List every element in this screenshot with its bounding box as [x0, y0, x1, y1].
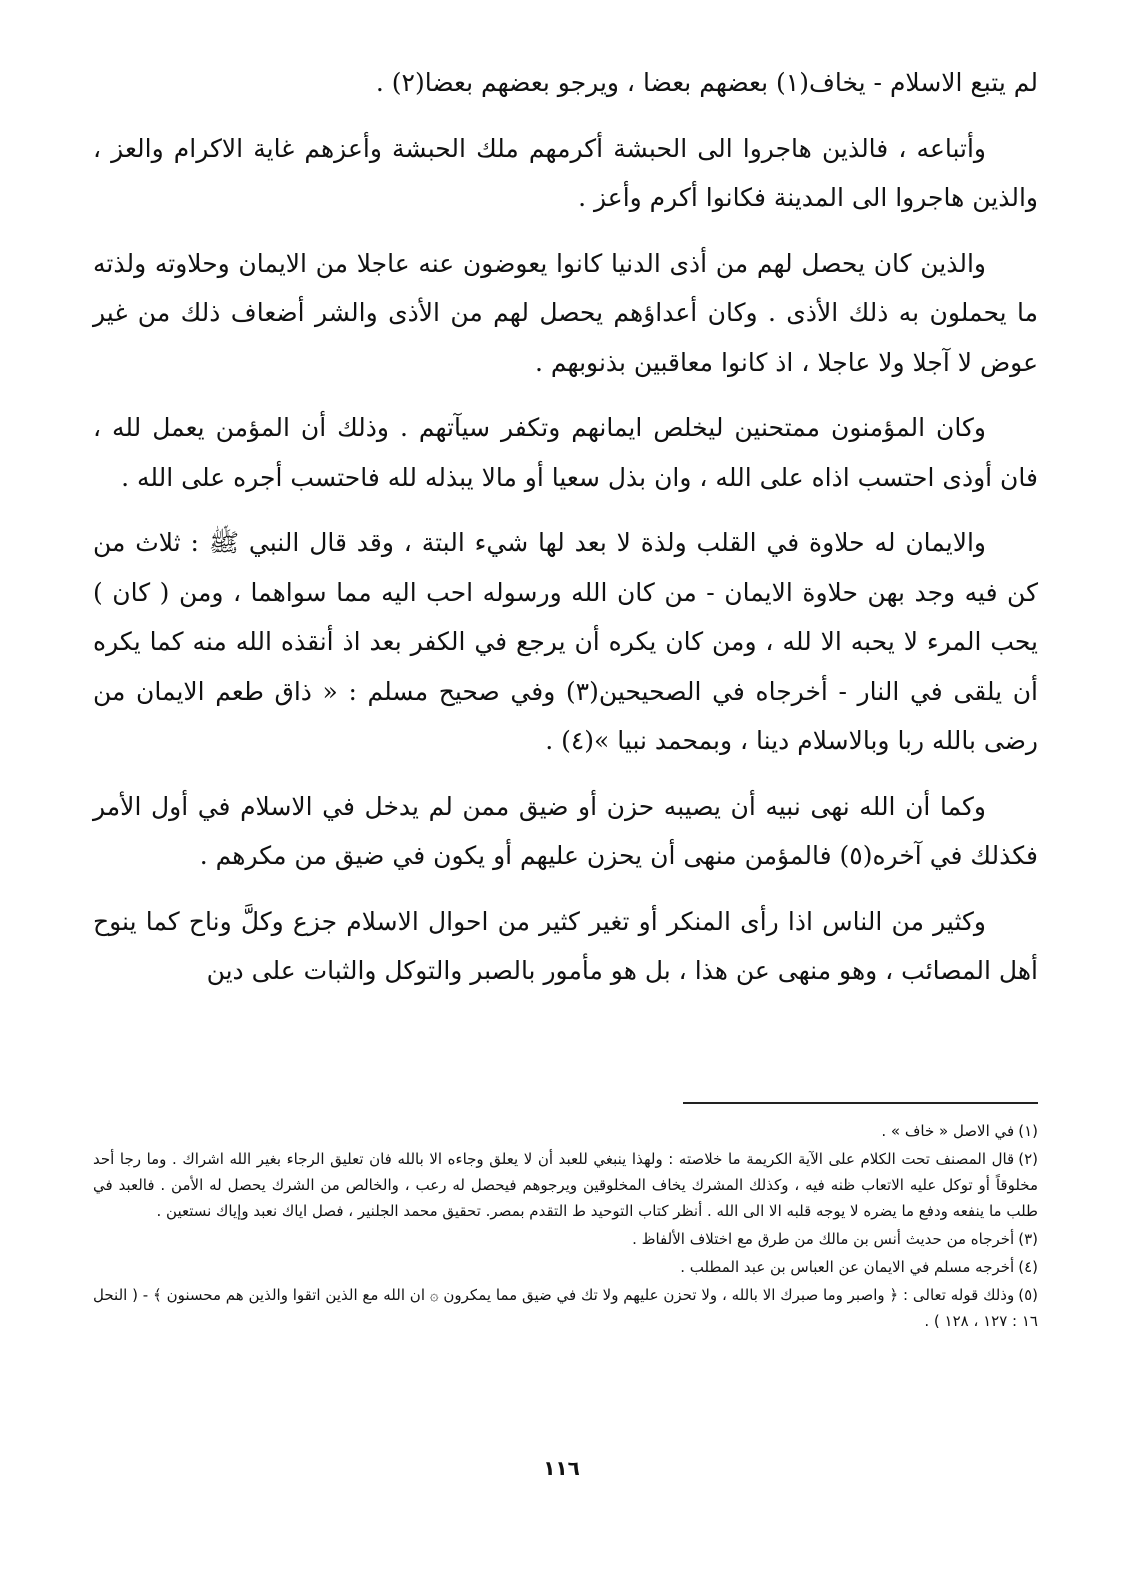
- footnote-number: (١): [1018, 1122, 1038, 1140]
- page-number: ١١٦: [543, 1456, 580, 1480]
- paragraph-grief-prohibited: وكما أن الله نهى نبيه أن يصيبه حزن أو ضيق ممن لم يدخل في الاسلام في أول الأمر فكذلك في آخره(٥) فالمؤمن منهى أن يحزن عليهم أو يكون في ضيق من مكرهم .: [93, 791, 1038, 870]
- paragraph-abyssinia-migration: وأتباعه ، فالذين هاجروا الى الحبشة أكرمهم ملك الحبشة وأعزهم غاية الاكرام والعز ، والذين هاجروا الى المدينة فكانوا أكرم وأعز .: [93, 133, 1038, 212]
- paragraph-continuation: لم يتبع الاسلام - يخاف(١) بعضهم بعضا ، ويرجو بعضهم بعضا(٢) .: [375, 68, 1038, 97]
- footnote-item: [93, 1282, 1038, 1334]
- footnote-text: وذلك قوله تعالى : ﴿ واصبر وما صبرك الا بالله ، ولا تحزن عليهم ولا تك في ضيق مما يمكرون ۞ ان الله مع الذين اتقوا والذين هم محسنون ﴾ - ( النحل ١٦ : ١٢٧ ، ١٢٨ ) .: [93, 1286, 1038, 1330]
- footnote-separator: [683, 1102, 1038, 1104]
- footnote-text: أخرجاه من حديث أنس بن مالك من طرق مع اختلاف الألفاظ .: [632, 1230, 1015, 1248]
- paragraph-patience: وكثير من الناس اذا رأى المنكر أو تغير كثير من احوال الاسلام جزع وكلَّ وناح كما ينوح أهل المصائب ، وهو منهى عن هذا ، بل هو مأمور بالصبر والتوكل والثبات على دين: [93, 906, 1038, 985]
- footnote-item: [93, 1118, 1038, 1144]
- paragraph-believers-tested: وكان المؤمنون ممتحنين ليخلص ايمانهم وتكفر سيآتهم . وذلك أن المؤمن يعمل لله ، فان أوذى احتسب اذاه على الله ، وان بذل سعيا أو مالا يبذله لله فاحتسب أجره على الله .: [93, 413, 1038, 492]
- footnotes: [93, 1118, 1038, 1336]
- footnote-item: [93, 1226, 1038, 1252]
- footnote-item: [93, 1254, 1038, 1280]
- footnote-number: (٣): [1018, 1230, 1038, 1248]
- footnote-number: (٥): [1018, 1286, 1038, 1304]
- paragraph-worldly-harm: والذين كان يحصل لهم من أذى الدنيا كانوا يعوضون عنه عاجلا من الايمان وحلاوته ولذته ما يحملون به ذلك الأذى . وكان أعداؤهم يحصل لهم من الأذى والشر أضعاف ذلك من غير عوض لا آجلا ولا عاجلا ، اذ كانوا معاقبين بذنوبهم .: [93, 248, 1038, 377]
- paragraph-sweetness-of-faith: والايمان له حلاوة في القلب ولذة لا بعد لها شيء البتة ، وقد قال النبي ﷺ : ثلاث من كن فيه وجد بهن حلاوة الايمان - من كان الله ورسوله احب اليه مما سواهما ، ومن ( كان ) يحب المرء لا يحبه الا لله ، ومن كان يكره أن يرجع في الكفر بعد اذ أنقذه الله منه كما يكره أن يلقى في النار - أخرجاه في الصحيحين(٣) وفي صحيح مسلم : « ذاق طعم الايمان من رضى بالله ربا وبالاسلام دينا ، وبمحمد نبيا »(٤) .: [93, 528, 1038, 755]
- footnote-text: أخرجه مسلم في الايمان عن العباس بن عبد المطلب .: [680, 1258, 1015, 1276]
- footnote-number: (٢): [1018, 1150, 1038, 1168]
- footnote-text: في الاصل « خاف » .: [881, 1122, 1015, 1140]
- footnote-text: قال المصنف تحت الكلام على الآية الكريمة ما خلاصته : ولهذا ينبغي للعبد أن لا يعلق وجاءه الا بالله فان تعليق الرجاء بغير الله اشراك . وما رجا أحد مخلوقاً أو توكل عليه الاتعاب ظنه فيه ، وكذلك المشرك يخاف المخلوقين ويرجوهم فيحصل له رعب ، والخالص من الشرك يحصل له الأمن . فالعبد في طلب ما ينفعه ودفع ما يضره لا يوجه قلبه الا الى الله . أنظر كتاب التوحيد ط التقدم بمصر. تحقيق محمد الجلنير ، فصل اياك نعبد وإياك نستعين .: [93, 1150, 1038, 1220]
- footnote-number: (٤): [1018, 1258, 1038, 1276]
- main-text: [93, 58, 1038, 1012]
- footnote-item: [93, 1146, 1038, 1224]
